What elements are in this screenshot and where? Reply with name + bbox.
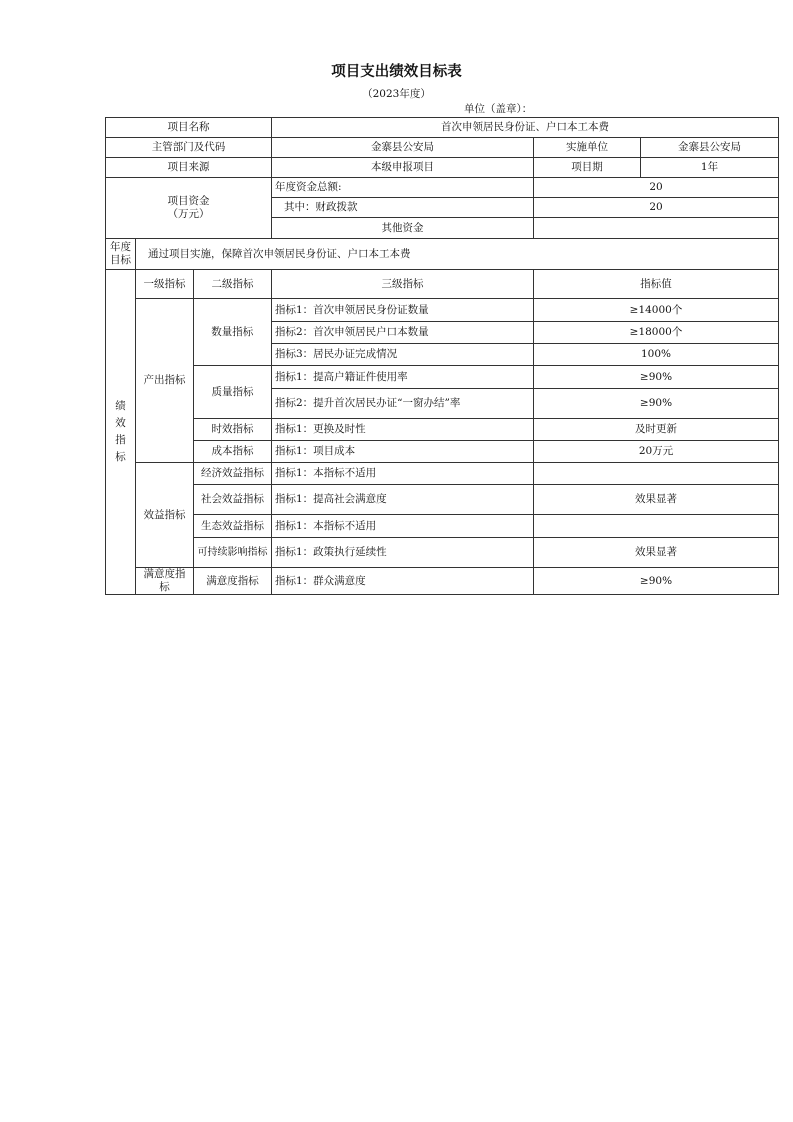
indicator-t1: 指标1：更换及时性: [272, 419, 534, 441]
funds-unit-text: （万元）: [167, 208, 210, 220]
indicator-e1-value: [534, 463, 779, 485]
indicator-row: [106, 485, 779, 515]
indicator-q2-value: ≥18000个: [534, 322, 779, 344]
indicator-row: [106, 463, 779, 485]
indicator-e1: 指标1：本指标不适用: [272, 463, 534, 485]
indicator-row: [106, 441, 779, 463]
indicator-su1: 指标1：政策执行延续性: [272, 538, 534, 568]
sustain-indicator-label: 可持续影响指标: [194, 538, 272, 568]
header-level1: 一级指标: [136, 270, 194, 299]
funds-fiscal-label: 其中：财政拨款: [272, 198, 534, 218]
indicator-row: [106, 538, 779, 568]
output-indicator-label: 产出指标: [136, 299, 194, 463]
performance-indicator-section-label: [106, 270, 136, 595]
cost-indicator-label: 成本指标: [194, 441, 272, 463]
indicator-s1: 指标1：提高社会满意度: [272, 485, 534, 515]
funds-other-label: 其他资金: [272, 218, 534, 239]
satisfaction-sub-label: 满意度指标: [194, 568, 272, 595]
social-indicator-label: 社会效益指标: [194, 485, 272, 515]
quantity-indicator-text: 数量指标: [211, 325, 254, 338]
indicator-c1-value: 20万元: [534, 441, 779, 463]
indicator-sa1-value: ≥90%: [534, 568, 779, 595]
annual-goal-row: [106, 239, 779, 270]
funds-total-label: 年度资金总额:: [272, 178, 534, 198]
indicator-header-row: [106, 270, 779, 299]
dept-value: 金寨县公安局: [272, 138, 534, 158]
impl-label: 实施单位: [534, 138, 641, 158]
quality-indicator-label: 质量指标: [194, 366, 272, 419]
satisfaction-indicator-label: 满意度指标: [136, 568, 194, 595]
quantity-indicator-label: [211, 299, 272, 366]
indicator-ql2-value: ≥90%: [534, 389, 779, 419]
indicator-t1-value: 及时更新: [534, 419, 779, 441]
annual-goal-text: 通过项目实施，保障首次申领居民身份证、户口本工本费: [136, 239, 779, 270]
indicator-row: [106, 568, 779, 595]
annual-goal-label-line1: 年度: [110, 241, 131, 253]
indicator-q1: 指标1：首次申领居民身份证数量: [272, 299, 534, 322]
indicator-row: [106, 299, 779, 322]
project-name-row: [106, 118, 779, 138]
benefit-indicator-label: 效益指标: [136, 463, 194, 568]
indicator-q2: 指标2：首次申领居民户口本数量: [272, 322, 534, 344]
dept-label: 主管部门及代码: [106, 138, 272, 158]
project-name-label: 项目名称: [106, 118, 272, 138]
indicator-s1-value: 效果显著: [534, 485, 779, 515]
funds-other-value: [534, 218, 779, 239]
indicator-q1-value: ≥14000个: [534, 299, 779, 322]
annual-goal-label: [106, 239, 136, 270]
annual-goal-label-line2: 目标: [110, 254, 131, 266]
funds-fiscal-value: 20: [534, 198, 779, 218]
indicator-row: [106, 419, 779, 441]
period-label: 项目期: [534, 158, 641, 178]
department-row: [106, 138, 779, 158]
indicator-g1-value: [534, 515, 779, 538]
funds-label: [106, 178, 272, 239]
page-title: 项目支出绩效目标表: [331, 64, 462, 80]
header-value: 指标值: [534, 270, 779, 299]
source-row: [106, 158, 779, 178]
indicator-row: [106, 366, 779, 389]
indicator-ql1: 指标1：提高户籍证件使用率: [272, 366, 534, 389]
indicator-ql2: 指标2：提升首次居民办证“一窗办结”率: [272, 389, 534, 419]
source-value: 本级申报项目: [272, 158, 534, 178]
performance-goal-table: [105, 117, 779, 595]
period-value: 1年: [641, 158, 779, 178]
indicator-c1: 指标1：项目成本: [272, 441, 534, 463]
header-level2: 二级指标: [194, 270, 272, 299]
indicator-q3-value: 100%: [534, 344, 779, 366]
indicator-q3: 指标3：居民办证完成情况: [272, 344, 534, 366]
economic-indicator-label: 经济效益指标: [194, 463, 272, 485]
funds-label-text: 项目资金: [167, 195, 210, 207]
funds-total-value: 20: [534, 178, 779, 198]
indicator-ql1-value: ≥90%: [534, 366, 779, 389]
year-subtitle: （2023年度）: [362, 88, 431, 100]
time-indicator-label: 时效指标: [194, 419, 272, 441]
indicator-su1-value: 效果显著: [534, 538, 779, 568]
funds-total-row: [106, 178, 779, 198]
eco-indicator-label: 生态效益指标: [194, 515, 272, 538]
unit-seal-label: 单位（盖章）：: [464, 103, 533, 115]
indicator-g1: 指标1：本指标不适用: [272, 515, 534, 538]
source-label: 项目来源: [106, 158, 272, 178]
indicator-sa1: 指标1：群众满意度: [272, 568, 534, 595]
performance-indicator-label-text: 绩 效 指 标: [115, 400, 126, 463]
header-level3: 三级指标: [272, 270, 534, 299]
indicator-row: [106, 515, 779, 538]
project-name-value: 首次申领居民身份证、户口本工本费: [272, 118, 779, 138]
impl-value: 金寨县公安局: [641, 138, 779, 158]
